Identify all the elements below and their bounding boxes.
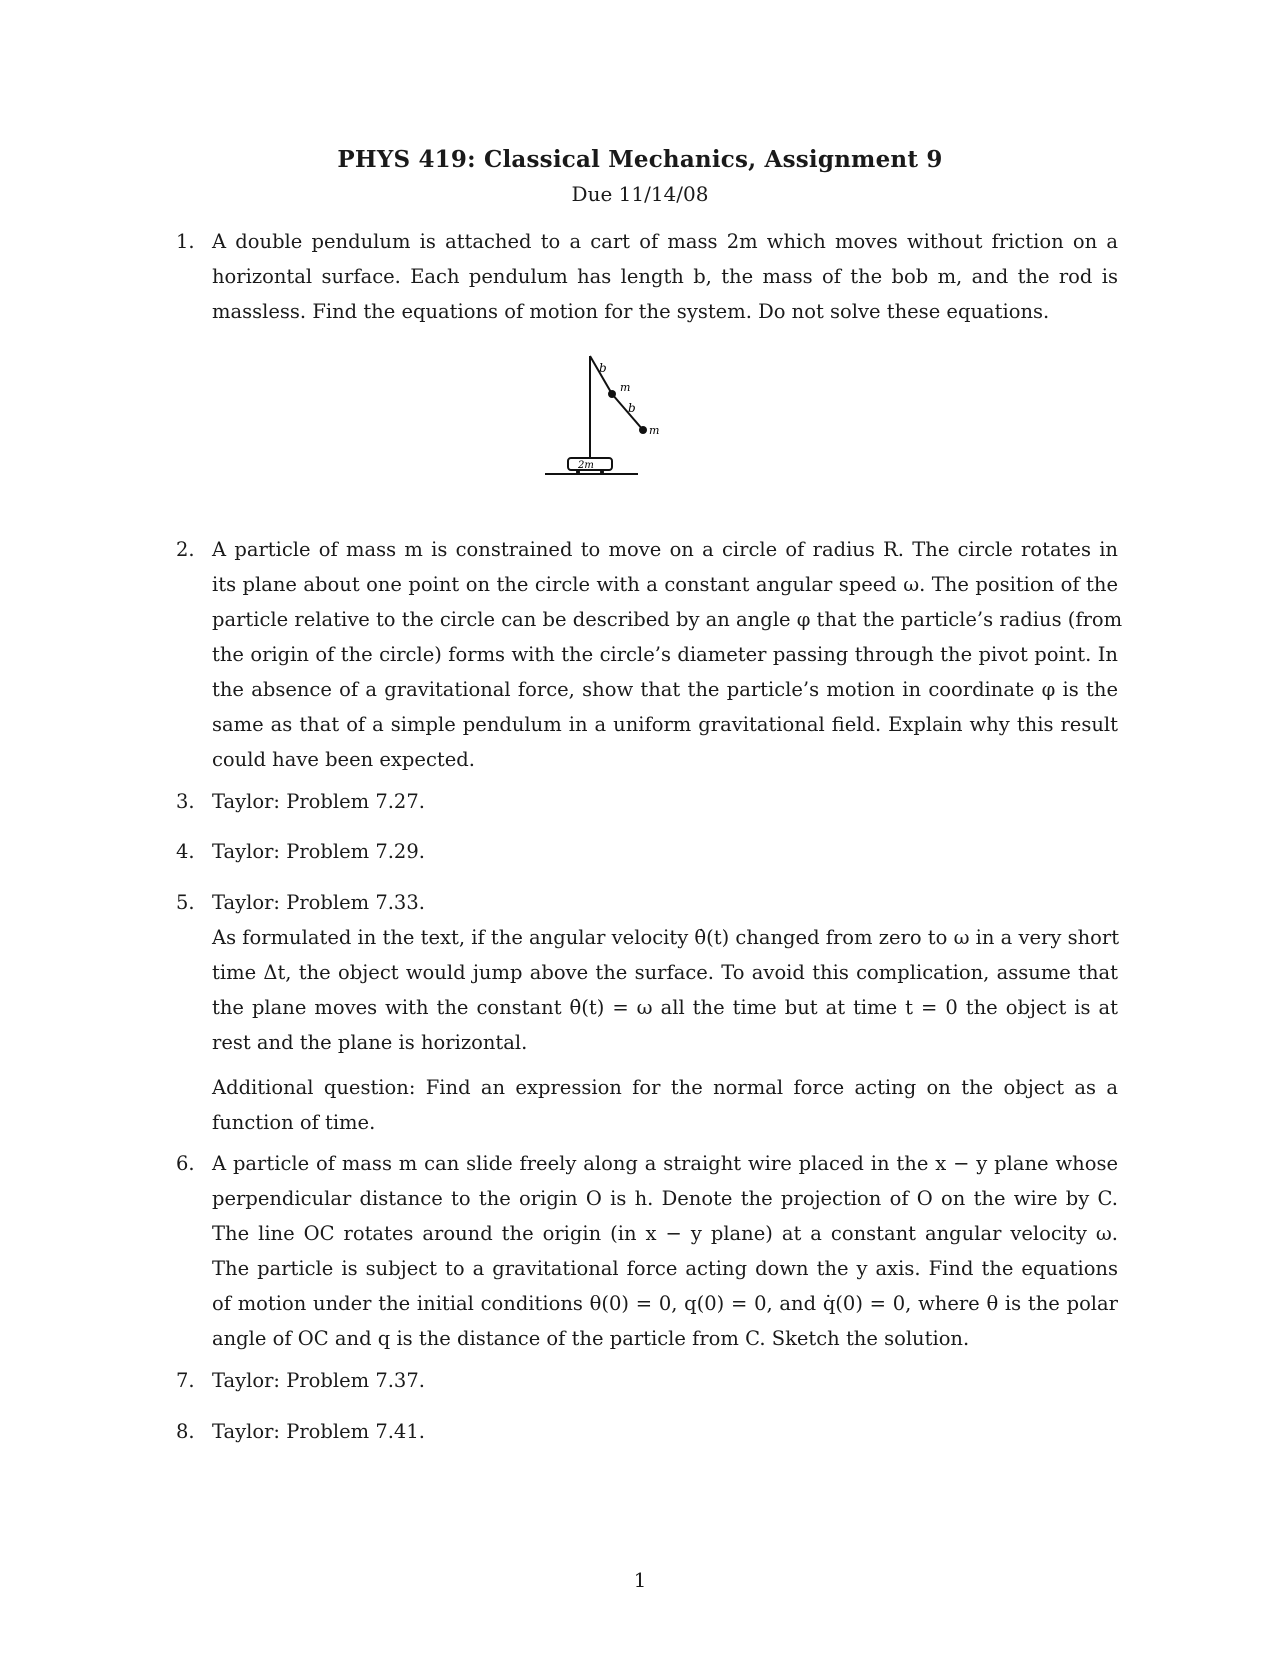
- problem-5: [176, 885, 1118, 1140]
- additional-question: [212, 1070, 1118, 1140]
- problem-number: 6.: [176, 1152, 195, 1175]
- problem-text-line: angle of OC and q is the distance of the particle from C. Sketch the solution.: [212, 1327, 970, 1350]
- page-number: 1: [633, 1568, 647, 1592]
- problem-text-line: Taylor: Problem 7.41.: [212, 1420, 425, 1443]
- problem-text-line: its plane about one point on the circle with a constant angular speed ω. The position of the: [212, 573, 1118, 596]
- problem-number: 7.: [176, 1369, 195, 1392]
- problem-text-line: The particle is subject to a gravitational force acting down the y axis. Find the equations: [212, 1257, 1118, 1280]
- document-title: PHYS 419: Classical Mechanics, Assignment 9: [337, 146, 943, 173]
- problem-6: [176, 1146, 1118, 1356]
- problem-number: 4.: [176, 840, 195, 863]
- problem-text-line: Additional question: Find an expression for the normal force acting on the object as a: [212, 1076, 1118, 1099]
- problem-text-line: A particle of mass m can slide freely along a straight wire placed in the x − y plane whose: [212, 1152, 1118, 1175]
- problem-4: [176, 834, 1118, 869]
- problem-text-line: Taylor: Problem 7.33.: [212, 891, 425, 914]
- problem-8: [176, 1414, 1118, 1449]
- problem-number: 3.: [176, 790, 195, 813]
- problem-text-line: the absence of a gravitational force, show that the particle’s motion in coordinate φ is the: [212, 678, 1118, 701]
- problem-text-line: A double pendulum is attached to a cart of mass 2m which moves without friction on a: [212, 230, 1118, 253]
- problem-text-line: function of time.: [212, 1111, 376, 1134]
- problem-number: 5.: [176, 891, 195, 914]
- problem-text-line: could have been expected.: [212, 748, 475, 771]
- lower-bob: [639, 426, 647, 434]
- problem-text-line: of motion under the initial conditions θ(0) = 0, q(0) = 0, and q̇(0) = 0, where θ is the polar: [212, 1292, 1118, 1315]
- problem-text-line: The line OC rotates around the origin (in x − y plane) at a constant angular velocity ω.: [212, 1222, 1118, 1245]
- problem-3: [176, 784, 1118, 819]
- problem-text-line: time Δt, the object would jump above the surface. To avoid this complication, assume that: [212, 961, 1118, 984]
- due-date: Due 11/14/08: [571, 182, 709, 206]
- problem-text-line: the origin of the circle) forms with the circle’s diameter passing through the pivot point. In: [212, 643, 1118, 666]
- problem-text-line: perpendicular distance to the origin O is h. Denote the projection of O on the wire by C.: [212, 1187, 1118, 1210]
- problem-text-line: particle relative to the circle can be described by an angle φ that the particle’s radius (from: [212, 608, 1123, 631]
- problem-text-line: the plane moves with the constant θ̇(t) = ω all the time but at time t = 0 the object is at: [212, 996, 1118, 1019]
- problem-7: [176, 1363, 1118, 1398]
- label-m-upper: m: [620, 381, 631, 394]
- problem-text-line: As formulated in the text, if the angular velocity θ̇(t) changed from zero to ω in a very short: [212, 926, 1120, 949]
- problem-text-line: Taylor: Problem 7.27.: [212, 790, 425, 813]
- label-2m-cart: 2m: [578, 460, 594, 471]
- label-m-lower: m: [649, 424, 660, 437]
- problem-2: [176, 532, 1123, 777]
- double-pendulum-figure: [540, 350, 700, 500]
- label-b-lower: b: [628, 401, 636, 415]
- problem-text-line: massless. Find the equations of motion for the system. Do not solve these equations.: [212, 300, 1050, 323]
- problem-1: [176, 224, 1118, 329]
- problem-text-line: same as that of a simple pendulum in a uniform gravitational field. Explain why this result: [212, 713, 1118, 736]
- problem-text-line: Taylor: Problem 7.29.: [212, 840, 425, 863]
- problem-text-line: rest and the plane is horizontal.: [212, 1031, 528, 1054]
- problem-number: 2.: [176, 538, 195, 561]
- problem-text-line: Taylor: Problem 7.37.: [212, 1369, 425, 1392]
- label-b-upper: b: [599, 361, 607, 375]
- problem-text-line: A particle of mass m is constrained to move on a circle of radius R. The circle rotates in: [212, 538, 1118, 561]
- problem-text-line: horizontal surface. Each pendulum has length b, the mass of the bob m, and the rod is: [212, 265, 1118, 288]
- problem-number: 8.: [176, 1420, 195, 1443]
- problem-number: 1.: [176, 230, 195, 253]
- upper-bob: [608, 390, 616, 398]
